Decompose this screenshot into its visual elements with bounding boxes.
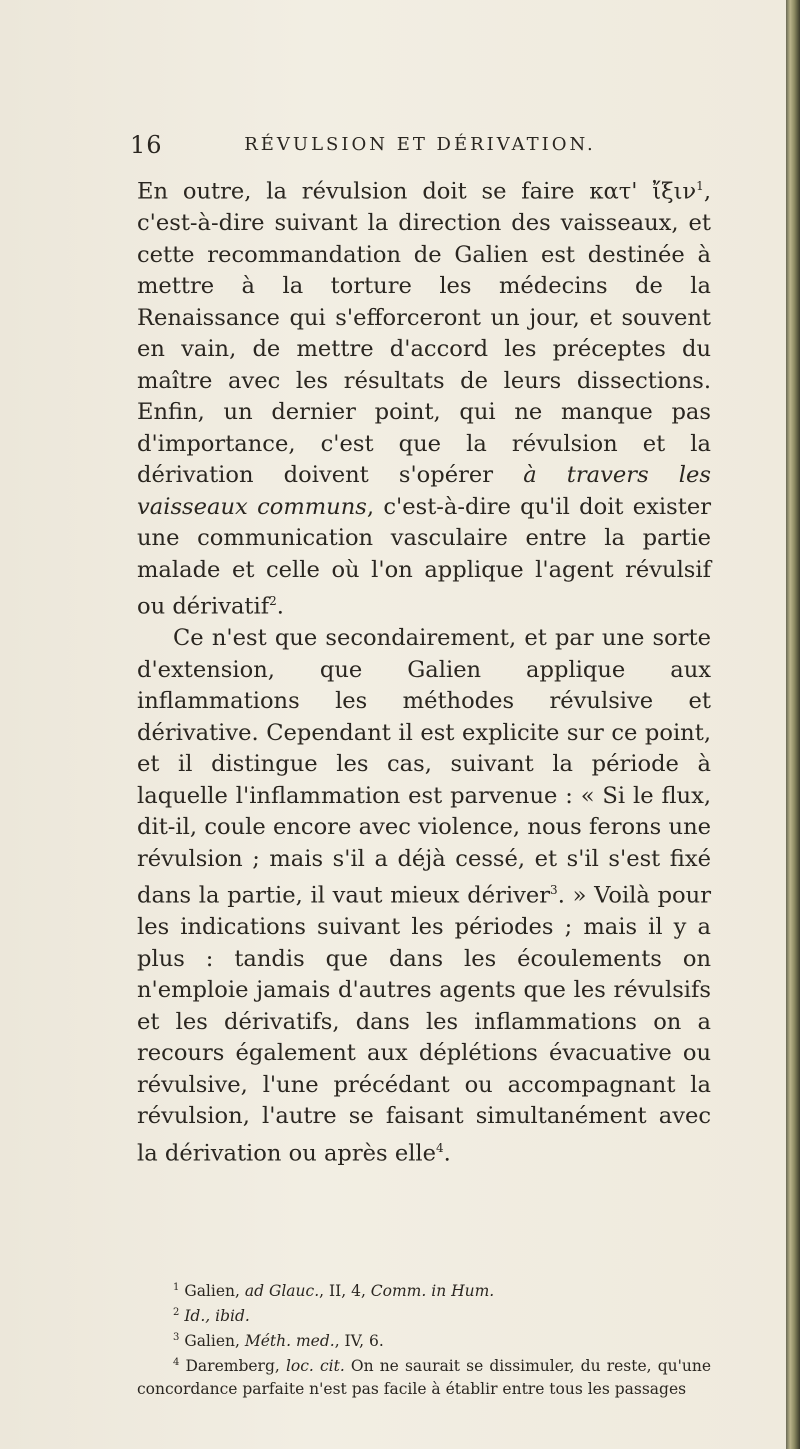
running-title: RÉVULSION ET DÉRIVATION. xyxy=(244,134,596,155)
italic-phrase: à travers les vaisseaux communs xyxy=(137,462,711,520)
footnote-ref: 2 xyxy=(269,594,277,609)
footnote: $^3$ Galien, Méth. med., IV, 6. xyxy=(173,1332,384,1351)
book-spine-edge xyxy=(786,0,800,1449)
footnotes xyxy=(137,1277,711,1400)
footnote-ref: 3 xyxy=(550,883,558,898)
footnote: $^2$ Id., ibid. xyxy=(173,1307,250,1326)
paragraph-1: En outre, la révulsion doit se faire κατ' ἴξιν$^1$, c'est-à-dire suivant la direction des vaisseaux, et cette recommandation de Galien est destinée à mettre à la torture les médecins de la Renaissance qui s'efforceront un jour, et souvent en vain, de mettre d'accord les préceptes du maître avec les résultats de leurs dissections. Enfin, un dernier point, qui ne manque pas d'importance, c'est que la révulsion et la dérivation doivent s'opérer à travers les vaisseaux communs, c'est-à-dire qu'il doit exister une communication vasculaire entre la partie malade et celle où l'on applique l'agent révulsif ou dérivatif$^2$. xyxy=(137,178,711,620)
footnote: $^4$ Daremberg, loc. cit. On ne saurait se dissimuler, du reste, qu'une concordance parfaite n'est pas facile à établir entre tous les passages xyxy=(137,1357,712,1398)
footnote-ref: 4 xyxy=(436,1140,444,1155)
footnote-ref: 1 xyxy=(696,179,704,193)
paragraph-2: Ce n'est que secondairement, et par une sorte d'extension, que Galien applique aux inflammations les méthodes révulsive et dérivative. Cependant il est explicite sur ce point, et il distingue les cas, suivant la période à laquelle l'inflammation est parvenue : « Si le flux, dit-il, coule encore avec violence, nous ferons une révulsion ; mais s'il a déjà cessé, et s'il s'est fixé dans la partie, il vaut mieux dériver$^3$. » Voilà pour les indications suivant les périodes ; mais il y a plus : tandis que dans les écoulements on n'emploie jamais d'autres agents que les révulsifs et les dérivatifs, dans les inflammations on a recours également aux déplétions évacuative ou révulsive, l'une précédant ou accompagnant la révulsion, l'autre se faisant simultanément avec la dérivation ou après elle$^4$. xyxy=(137,625,711,1167)
footnote: $^1$ Galien, ad Glauc., II, 4, Comm. in Hum. xyxy=(173,1282,495,1301)
body-text xyxy=(137,171,711,1170)
page-number: 16 xyxy=(130,131,163,159)
page-header xyxy=(130,131,710,161)
